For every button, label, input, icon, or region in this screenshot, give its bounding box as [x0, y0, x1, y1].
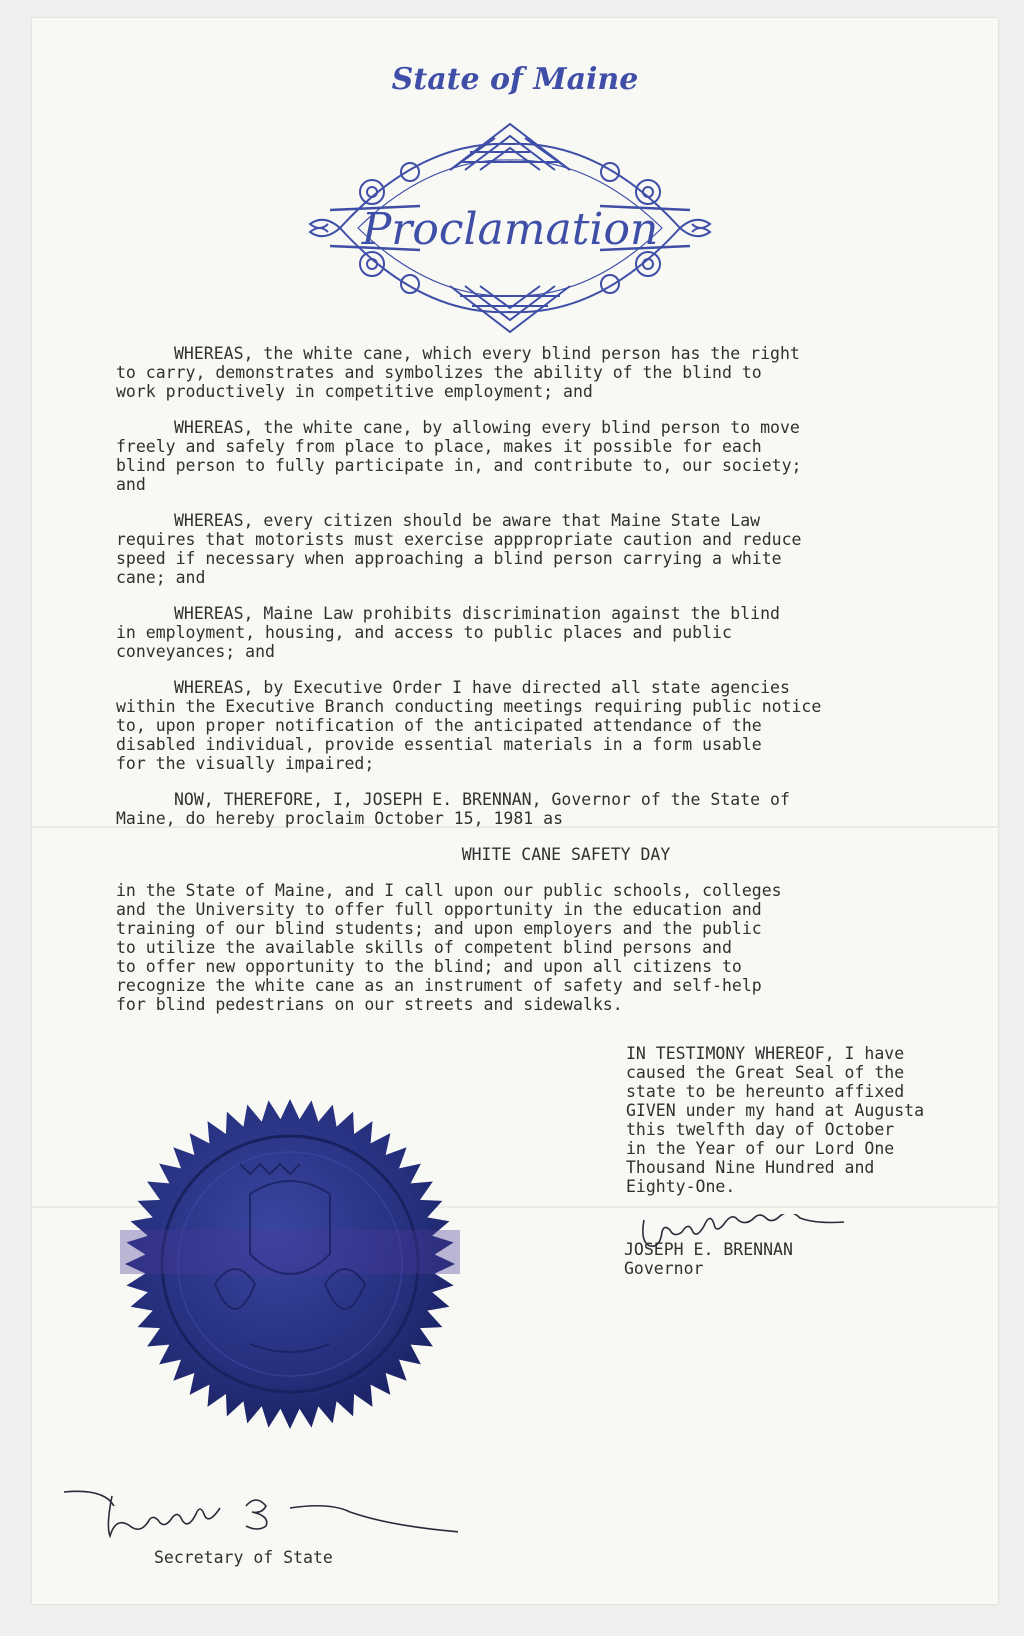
- proclamation-title: Proclamation: [361, 204, 659, 255]
- whereas-paragraph-2: WHEREAS, the white cane, by allowing every blind person to move freely and safely from place to place, makes it possible for each blind person to fully participate in, and contribute to, our society; and: [116, 418, 802, 494]
- secretary-title: Secretary of State: [154, 1548, 333, 1567]
- secretary-signature-icon: [58, 1486, 458, 1556]
- state-title: State of Maine: [391, 62, 639, 97]
- whereas-paragraph-1: WHEREAS, the white cane, which every blind person has the right to carry, demonstrates and symbolizes the ability of the blind to work productively in competitive employment; and: [116, 344, 800, 401]
- whereas-paragraph-4: WHEREAS, Maine Law prohibits discrimination against the blind in employment, housing, and access to public places and public conveyances; and: [116, 604, 780, 661]
- whereas-paragraph-3: WHEREAS, every citizen should be aware that Maine State Law requires that motorists must exercise apppropriate caution and reduce speed if necessary when approaching a blind person carrying a white cane; and: [116, 511, 802, 587]
- governor-name: JOSEPH E. BRENNAN: [624, 1240, 793, 1259]
- proclamation-body: [116, 344, 976, 1031]
- day-heading: WHITE CANE SAFETY DAY: [461, 845, 671, 864]
- state-seal-icon: [120, 1094, 460, 1434]
- closing-paragraph: in the State of Maine, and I call upon our public schools, colleges and the University to offer full opportunity in the education and training of our blind students; and upon employers and the public to utilize the available skills of competent blind persons and to offer new opportunity to the blind; and upon all citizens to recognize the white cane as an instrument of safety and self-help for blind pedestrians on our streets and sidewalks.: [116, 881, 782, 1014]
- testimony-block: IN TESTIMONY WHEREOF, I have caused the Great Seal of the state to be hereunto affixed GIVEN under my hand at Augusta this twelfth day of October in the Year of our Lord One Thousand Nine Hundred and Eighty-One.: [626, 1044, 925, 1196]
- governor-block: [624, 1240, 793, 1278]
- therefore-paragraph: NOW, THEREFORE, I, JOSEPH E. BRENNAN, Governor of the State of Maine, do hereby proclaim October 15, 1981 as: [116, 790, 790, 828]
- governor-title: Governor: [624, 1259, 704, 1278]
- proclamation-ornament: [300, 110, 720, 350]
- proclamation-document: [32, 18, 998, 1604]
- whereas-paragraph-5: WHEREAS, by Executive Order I have directed all state agencies within the Executive Branch conducting meetings requiring public notice to, upon proper notification of the anticipated attendance of the disabled individual, provide essential materials in a form usable for the visually impaired;: [116, 678, 822, 773]
